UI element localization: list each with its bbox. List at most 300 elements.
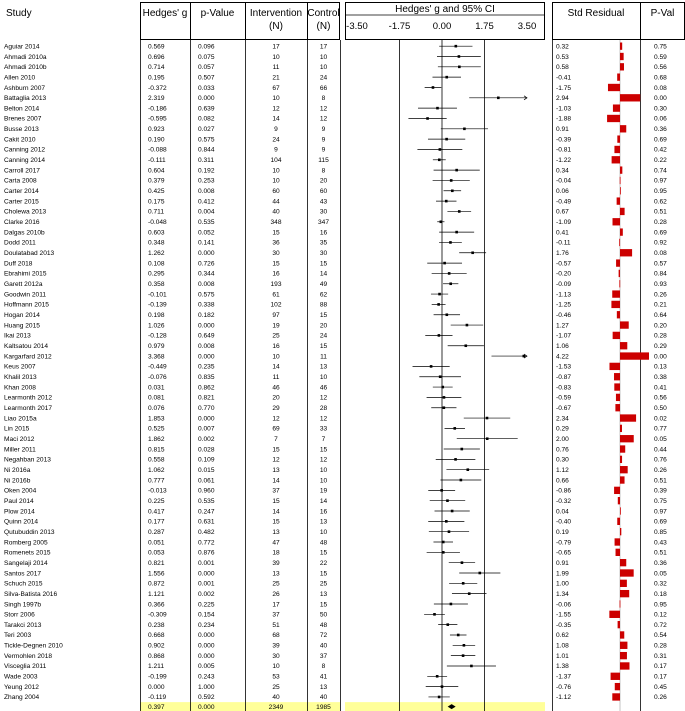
p-value: 0.960 bbox=[198, 487, 215, 495]
intervention-n: 61 bbox=[272, 291, 280, 299]
std-residual-value: -0.39 bbox=[556, 136, 572, 144]
p-val-value: 0.32 bbox=[654, 580, 667, 588]
study-name: Garett 2012a bbox=[4, 281, 43, 289]
control-n: 15 bbox=[319, 549, 328, 557]
p-value: 0.008 bbox=[198, 281, 215, 289]
std-residual-value: -0.67 bbox=[556, 404, 572, 412]
intervention-n: 11 bbox=[272, 373, 280, 381]
intervention-n: 12 bbox=[272, 105, 280, 113]
p-val-value: 0.28 bbox=[654, 219, 667, 227]
residual-bar bbox=[620, 580, 627, 587]
control-n: 12 bbox=[319, 105, 328, 113]
effect-point bbox=[460, 448, 463, 451]
residual-bar bbox=[620, 249, 632, 256]
effect-point bbox=[462, 654, 465, 657]
p-val-value: 0.72 bbox=[654, 621, 667, 629]
hedges-g-value: 0.053 bbox=[148, 549, 165, 557]
hedges-g-value: 0.175 bbox=[148, 198, 165, 206]
p-value: 0.182 bbox=[198, 312, 215, 320]
residual-bar bbox=[620, 63, 624, 70]
intervention-n: 10 bbox=[272, 177, 280, 185]
intervention-n: 46 bbox=[272, 384, 280, 392]
study-name: Miller 2011 bbox=[4, 446, 36, 454]
table-row bbox=[4, 218, 667, 226]
p-val-value: 0.41 bbox=[654, 384, 667, 392]
study-name: Ikai 2013 bbox=[4, 332, 31, 340]
control-n: 15 bbox=[319, 570, 328, 578]
hedges-g-value: -0.101 bbox=[148, 291, 167, 299]
p-value: 0.075 bbox=[198, 53, 215, 61]
std-residual-value: -0.49 bbox=[556, 198, 572, 206]
control-n: 66 bbox=[319, 84, 328, 92]
intervention-n: 40 bbox=[272, 208, 280, 216]
p-value: 0.061 bbox=[198, 477, 215, 485]
intervention-n: 97 bbox=[272, 312, 280, 320]
residual-bar bbox=[615, 538, 620, 545]
study-name: Silva-Batista 2016 bbox=[4, 590, 58, 598]
study-name: Belton 2014 bbox=[4, 105, 40, 113]
std-residual-value: 0.76 bbox=[556, 446, 569, 454]
table-row bbox=[4, 414, 667, 422]
p-val-value: 0.08 bbox=[654, 250, 667, 258]
hedges-g-value: 1.262 bbox=[148, 250, 165, 258]
table-row bbox=[4, 352, 667, 360]
study-name: Hoffmann 2015 bbox=[4, 301, 49, 309]
p-value: 0.844 bbox=[198, 146, 215, 154]
table-row bbox=[4, 280, 667, 288]
intervention-n: 193 bbox=[270, 281, 282, 289]
control-n: 16 bbox=[319, 508, 328, 516]
hedges-g-value: 0.108 bbox=[148, 260, 165, 268]
effect-point bbox=[522, 355, 525, 358]
table-row bbox=[4, 146, 667, 154]
effect-point bbox=[458, 66, 461, 69]
std-residual-value: 0.41 bbox=[556, 229, 569, 237]
p-val-value: 0.56 bbox=[654, 394, 667, 402]
hedges-g-value: -0.309 bbox=[148, 611, 167, 619]
table-row bbox=[4, 104, 667, 112]
hedges-g-value: 0.000 bbox=[148, 683, 165, 691]
study-name: Khalil 2013 bbox=[4, 373, 37, 381]
control-n: 48 bbox=[319, 539, 328, 547]
intervention-n: 14 bbox=[272, 115, 280, 123]
p-value: 0.000 bbox=[198, 322, 215, 330]
study-name: Learmonth 2017 bbox=[4, 404, 53, 412]
control-n: 40 bbox=[319, 694, 328, 702]
p-val-value: 0.97 bbox=[654, 177, 667, 185]
table-row bbox=[4, 445, 667, 453]
p-val-value: 0.05 bbox=[654, 435, 667, 443]
p-val-value: 0.85 bbox=[654, 528, 667, 536]
study-name: Carta 2008 bbox=[4, 177, 37, 185]
control-n: 12 bbox=[319, 394, 328, 402]
control-n: 10 bbox=[319, 53, 328, 61]
table-row bbox=[4, 332, 667, 340]
effect-point bbox=[445, 520, 448, 523]
std-residual-value: 0.34 bbox=[556, 167, 569, 175]
intervention-n: 67 bbox=[272, 84, 280, 92]
intervention-n: 39 bbox=[272, 559, 280, 567]
p-val-value: 0.42 bbox=[654, 146, 667, 154]
intervention-n: 13 bbox=[272, 528, 280, 536]
residual-bar bbox=[619, 280, 620, 287]
std-residual-value: -0.40 bbox=[556, 518, 572, 526]
effect-point bbox=[458, 55, 461, 58]
std-residual-value: 2.00 bbox=[556, 435, 569, 443]
effect-point bbox=[438, 158, 441, 161]
residual-bar bbox=[617, 135, 620, 142]
p-val-value: 0.08 bbox=[654, 84, 667, 92]
std-residual-value: -0.87 bbox=[556, 373, 572, 381]
table-row bbox=[4, 43, 667, 51]
std-residual-value: 0.30 bbox=[556, 456, 569, 464]
study-name: Kargarfard 2012 bbox=[4, 353, 52, 361]
control-n: 24 bbox=[319, 74, 328, 82]
p-val-value: 0.51 bbox=[654, 549, 667, 557]
effect-point bbox=[436, 107, 439, 110]
hedges-g-value: -0.119 bbox=[148, 694, 167, 702]
intervention-n: 17 bbox=[272, 43, 280, 51]
effect-point bbox=[455, 231, 458, 234]
std-residual-value: 1.06 bbox=[556, 343, 569, 351]
residual-bar bbox=[620, 631, 624, 638]
residual-bar bbox=[620, 456, 622, 463]
table-row bbox=[4, 84, 667, 92]
control-n: 10 bbox=[319, 64, 328, 72]
hedges-g-value: 0.225 bbox=[148, 497, 165, 505]
control-n: 347 bbox=[317, 219, 330, 227]
study-name: Vermohlen 2018 bbox=[4, 652, 53, 660]
intervention-n: 25 bbox=[272, 683, 280, 691]
summary-highlight bbox=[345, 702, 545, 711]
control-n: 11 bbox=[320, 353, 327, 361]
residual-bar bbox=[611, 301, 620, 308]
control-n: 14 bbox=[319, 270, 328, 278]
p-val-value: 0.69 bbox=[654, 518, 667, 526]
control-n: 10 bbox=[319, 477, 328, 485]
residual-bar bbox=[612, 156, 620, 163]
control-n: 17 bbox=[319, 43, 328, 51]
table-row bbox=[4, 166, 667, 174]
control-n: 28 bbox=[319, 404, 328, 412]
table-row bbox=[4, 187, 667, 195]
p-val-value: 0.95 bbox=[654, 188, 667, 196]
effect-point bbox=[471, 251, 474, 254]
summary-hedges-g: 0.397 bbox=[148, 704, 165, 711]
study-name: Keus 2007 bbox=[4, 363, 36, 371]
effect-point bbox=[436, 675, 439, 678]
p-value: 0.154 bbox=[198, 611, 215, 619]
intervention-n: 14 bbox=[272, 363, 280, 371]
std-residual-value: -1.09 bbox=[556, 219, 572, 227]
control-n: 8 bbox=[321, 167, 326, 175]
effect-point bbox=[466, 468, 469, 471]
intervention-n: 348 bbox=[270, 219, 282, 227]
table-row bbox=[4, 642, 667, 650]
p-val-value: 0.38 bbox=[654, 373, 667, 381]
p-val-value: 0.93 bbox=[654, 281, 667, 289]
std-residual-value: 0.66 bbox=[556, 477, 569, 485]
intervention-n: 69 bbox=[272, 425, 280, 433]
table-row bbox=[4, 311, 667, 319]
intervention-n: 12 bbox=[272, 415, 280, 423]
p-val-value: 0.76 bbox=[654, 456, 667, 464]
hedges-g-value: 0.558 bbox=[148, 456, 165, 464]
p-val-value: 0.59 bbox=[654, 53, 667, 61]
std-residual-value: 1.00 bbox=[556, 580, 569, 588]
std-residual-value: 4.22 bbox=[556, 353, 569, 361]
intervention-n: 24 bbox=[272, 136, 280, 144]
hedges-g-value: 0.815 bbox=[148, 446, 165, 454]
p-val-value: 0.00 bbox=[654, 95, 667, 103]
effect-point bbox=[450, 179, 453, 182]
effect-point bbox=[443, 396, 446, 399]
p-val-value: 0.13 bbox=[654, 363, 667, 371]
intervention-n: 25 bbox=[272, 332, 280, 340]
std-residual-value: -0.20 bbox=[556, 270, 572, 278]
effect-point bbox=[463, 644, 466, 647]
intervention-n: 60 bbox=[272, 188, 280, 196]
p-value: 0.876 bbox=[198, 549, 215, 557]
hedges-g-value: 0.238 bbox=[148, 621, 165, 629]
p-val-value: 0.29 bbox=[654, 343, 667, 351]
residual-bar bbox=[617, 518, 620, 525]
residual-bar bbox=[614, 487, 620, 494]
std-residual-value: 0.62 bbox=[556, 632, 569, 640]
table-row bbox=[4, 125, 667, 133]
control-n: 15 bbox=[319, 446, 328, 454]
study-name: Ashburn 2007 bbox=[4, 84, 46, 92]
effect-point bbox=[440, 489, 443, 492]
study-name: Khan 2008 bbox=[4, 384, 36, 392]
p-val-value: 0.57 bbox=[654, 260, 667, 268]
p-value: 0.835 bbox=[198, 373, 215, 381]
study-name: Tarakci 2013 bbox=[4, 621, 42, 629]
effect-point bbox=[497, 97, 500, 100]
control-n: 62 bbox=[319, 291, 328, 299]
study-name: Storr 2006 bbox=[4, 611, 35, 619]
std-residual-value: -0.86 bbox=[556, 487, 572, 495]
header-intervention-n: (N) bbox=[269, 21, 283, 32]
p-value: 0.535 bbox=[198, 219, 215, 227]
residual-bar bbox=[620, 342, 627, 349]
hedges-g-value: -0.595 bbox=[148, 115, 167, 123]
p-val-value: 0.68 bbox=[654, 74, 667, 82]
p-value: 0.726 bbox=[198, 260, 215, 268]
header-forest-title: Hedges' g and 95% CI bbox=[395, 4, 495, 15]
table-row bbox=[4, 611, 667, 619]
study-name: Ahmadi 2010b bbox=[4, 64, 47, 72]
p-val-value: 0.69 bbox=[654, 229, 667, 237]
study-name: Goodwin 2011 bbox=[4, 291, 47, 299]
intervention-n: 21 bbox=[272, 74, 280, 82]
control-n: 10 bbox=[319, 466, 328, 474]
table-row bbox=[4, 239, 667, 247]
residual-bar bbox=[616, 259, 620, 266]
residual-bar bbox=[620, 559, 626, 566]
hedges-g-value: 0.031 bbox=[148, 384, 165, 392]
p-value: 0.821 bbox=[198, 394, 215, 402]
hedges-g-value: 1.211 bbox=[148, 663, 165, 671]
effect-point bbox=[446, 623, 449, 626]
p-val-value: 0.28 bbox=[654, 332, 667, 340]
control-n: 15 bbox=[319, 312, 328, 320]
std-residual-value: -0.04 bbox=[556, 177, 572, 185]
table-row bbox=[4, 208, 667, 216]
effect-point bbox=[437, 303, 440, 306]
residual-bar bbox=[620, 425, 622, 432]
effect-point bbox=[451, 189, 454, 192]
hedges-g-value: 0.604 bbox=[148, 167, 165, 175]
p-value: 0.052 bbox=[198, 229, 215, 237]
table-row bbox=[4, 528, 667, 536]
residual-bar bbox=[612, 693, 620, 700]
table-row bbox=[4, 487, 667, 495]
residual-bar bbox=[608, 84, 620, 91]
study-name: Maci 2012 bbox=[4, 435, 35, 443]
p-value: 0.000 bbox=[198, 250, 215, 258]
p-val-value: 0.20 bbox=[654, 322, 667, 330]
study-name: Lin 2015 bbox=[4, 425, 30, 433]
residual-bar bbox=[617, 197, 620, 204]
study-name: Busse 2013 bbox=[4, 126, 39, 134]
p-value: 0.631 bbox=[198, 518, 215, 526]
table-row bbox=[4, 652, 667, 660]
p-value: 0.649 bbox=[198, 332, 215, 340]
std-residual-value: 0.53 bbox=[556, 53, 569, 61]
p-value: 0.001 bbox=[198, 559, 215, 567]
p-val-value: 0.22 bbox=[654, 157, 667, 165]
p-value: 0.862 bbox=[198, 384, 215, 392]
control-n: 88 bbox=[319, 301, 328, 309]
control-n: 10 bbox=[319, 528, 328, 536]
p-value: 0.235 bbox=[198, 363, 215, 371]
residual-bar bbox=[620, 125, 626, 132]
p-val-value: 0.05 bbox=[654, 570, 667, 578]
study-name: Schuch 2015 bbox=[4, 580, 43, 588]
hedges-g-value: 0.081 bbox=[148, 394, 165, 402]
study-name: Dalgas 2010b bbox=[4, 229, 45, 237]
control-n: 40 bbox=[319, 642, 328, 650]
intervention-n: 16 bbox=[272, 270, 280, 278]
p-val-value: 0.45 bbox=[654, 683, 667, 691]
p-val-value: 0.00 bbox=[654, 353, 667, 361]
p-value: 0.311 bbox=[198, 157, 215, 165]
p-value: 0.007 bbox=[198, 425, 215, 433]
control-n: 13 bbox=[319, 683, 328, 691]
residual-bar bbox=[620, 352, 649, 359]
control-n: 72 bbox=[319, 632, 328, 640]
intervention-n: 47 bbox=[272, 539, 280, 547]
std-residual-value: -1.07 bbox=[556, 332, 572, 340]
p-value: 0.004 bbox=[198, 208, 215, 216]
hedges-g-value: 0.603 bbox=[148, 229, 165, 237]
study-name: Ahmadi 2010a bbox=[4, 53, 47, 61]
p-value: 0.057 bbox=[198, 64, 215, 72]
hedges-g-value: 0.195 bbox=[148, 74, 165, 82]
header-control-n: (N) bbox=[316, 21, 331, 32]
effect-point bbox=[438, 334, 441, 337]
p-val-value: 0.69 bbox=[654, 136, 667, 144]
study-name: Paul 2014 bbox=[4, 497, 34, 505]
p-value: 0.639 bbox=[198, 105, 215, 113]
p-val-value: 0.18 bbox=[654, 590, 667, 598]
effect-point bbox=[478, 572, 481, 575]
intervention-n: 9 bbox=[274, 126, 278, 134]
intervention-n: 29 bbox=[272, 404, 280, 412]
control-n: 9 bbox=[321, 126, 326, 134]
residual-bar bbox=[620, 642, 627, 649]
p-value: 0.028 bbox=[198, 446, 215, 454]
effect-point bbox=[453, 427, 456, 430]
intervention-n: 10 bbox=[272, 353, 280, 361]
table-row bbox=[4, 259, 667, 267]
p-value: 0.000 bbox=[198, 95, 215, 103]
p-value: 0.772 bbox=[198, 539, 215, 547]
residual-bar bbox=[620, 466, 628, 473]
study-name: Ni 2016b bbox=[4, 477, 31, 485]
study-name: Dodd 2011 bbox=[4, 239, 36, 247]
residual-bar bbox=[614, 383, 620, 390]
residual-bar bbox=[616, 549, 620, 556]
residual-bar bbox=[618, 497, 620, 504]
p-val-value: 0.36 bbox=[654, 559, 667, 567]
effect-point bbox=[486, 417, 489, 420]
hedges-g-value: 2.319 bbox=[148, 95, 165, 103]
hedges-g-value: 0.295 bbox=[148, 270, 165, 278]
p-val-value: 0.43 bbox=[654, 539, 667, 547]
residual-bar bbox=[620, 435, 634, 442]
p-val-value: 0.92 bbox=[654, 239, 667, 247]
p-val-value: 0.51 bbox=[654, 477, 667, 485]
control-n: 43 bbox=[319, 198, 328, 206]
effect-point bbox=[439, 148, 442, 151]
intervention-n: 44 bbox=[272, 198, 280, 206]
study-name: Canning 2014 bbox=[4, 157, 46, 165]
hedges-g-value: 0.348 bbox=[148, 239, 165, 247]
residual-bar bbox=[609, 363, 620, 370]
table-row bbox=[4, 404, 667, 412]
residual-bar bbox=[613, 104, 620, 111]
study-name: Huang 2015 bbox=[4, 322, 40, 330]
control-n: 46 bbox=[319, 384, 328, 392]
effect-point bbox=[451, 510, 454, 513]
header-intervention: Intervention bbox=[249, 8, 303, 19]
table-row bbox=[4, 507, 667, 515]
residual-bar bbox=[620, 43, 622, 50]
table-row bbox=[4, 476, 667, 484]
p-value: 0.005 bbox=[198, 663, 215, 671]
std-residual-value: -0.46 bbox=[556, 312, 572, 320]
p-val-value: 0.26 bbox=[654, 291, 667, 299]
hedges-g-value: -0.013 bbox=[148, 487, 167, 495]
p-value: 0.507 bbox=[198, 74, 215, 82]
residual-bar bbox=[612, 290, 620, 297]
control-n: 50 bbox=[319, 611, 328, 619]
std-residual-value: -1.55 bbox=[556, 611, 572, 619]
forest-tick-label: -3.50 bbox=[346, 21, 368, 32]
table-row bbox=[4, 135, 667, 143]
header-control: Control bbox=[307, 8, 340, 19]
p-value: 0.575 bbox=[198, 291, 215, 299]
std-residual-value: 2.34 bbox=[556, 415, 569, 423]
control-n: 15 bbox=[319, 260, 328, 268]
p-value: 0.027 bbox=[198, 126, 215, 134]
study-name: Wade 2003 bbox=[4, 673, 38, 681]
effect-point bbox=[462, 582, 465, 585]
residual-bar bbox=[620, 228, 623, 235]
intervention-n: 15 bbox=[272, 497, 280, 505]
